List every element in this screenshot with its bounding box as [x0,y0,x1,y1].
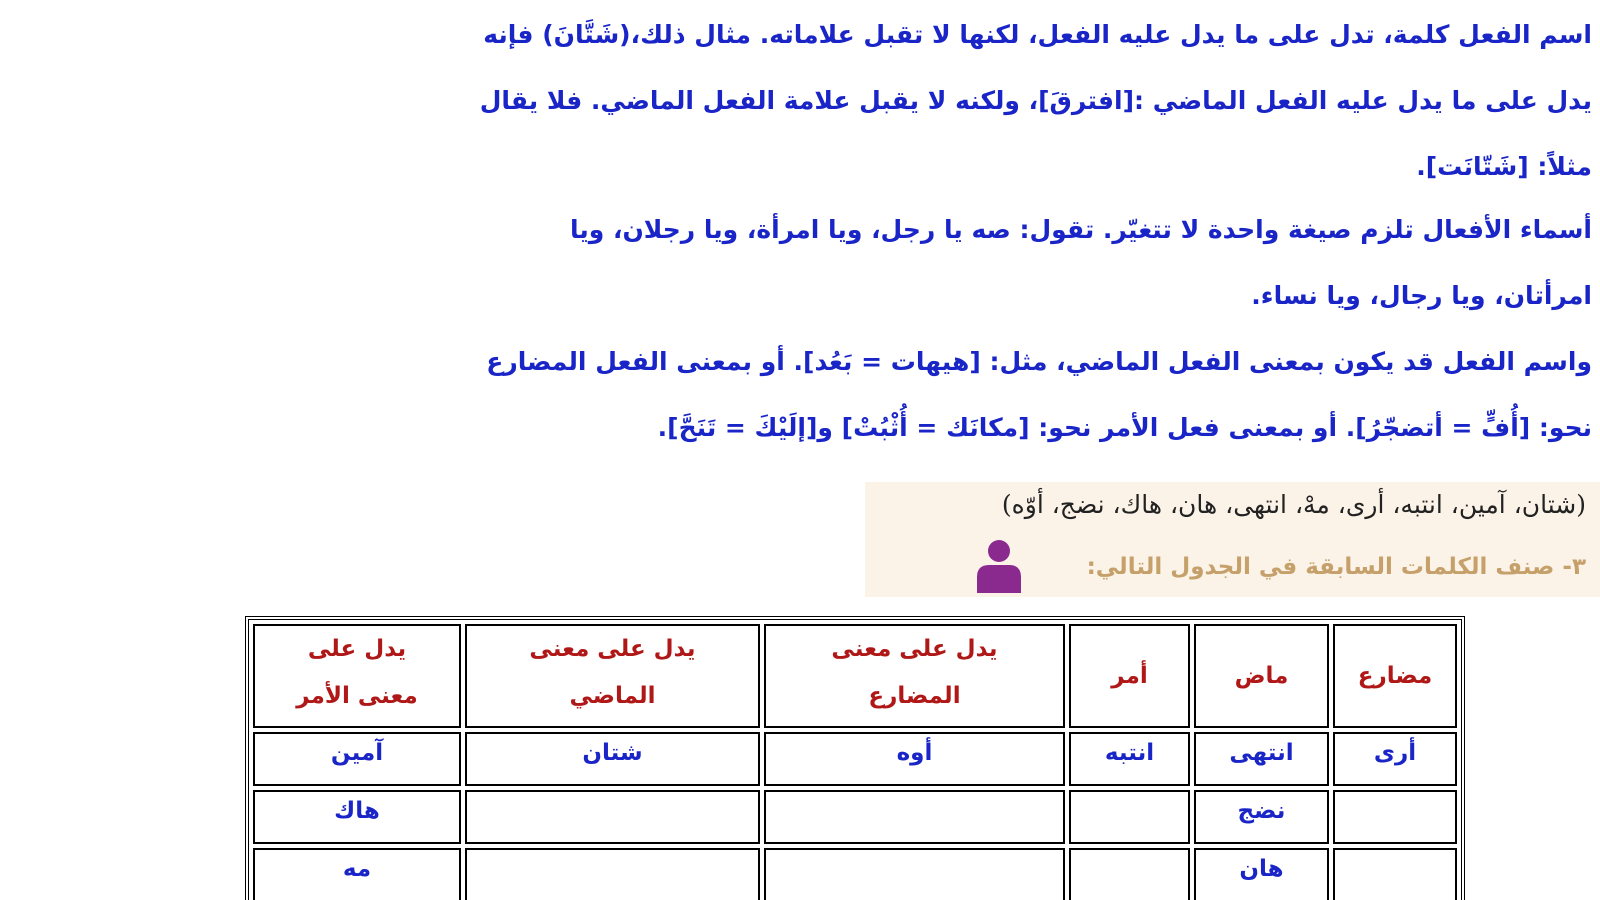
header-label: الماضي [569,683,656,709]
header-past-meaning [465,624,760,728]
table-cell [764,790,1065,844]
header-label: ماض [1234,662,1289,689]
table-cell [465,790,760,844]
header-label: المضارع [868,683,961,709]
header-past [1194,624,1329,728]
table-cell [1333,848,1457,900]
exercise-box [865,482,1600,597]
table-cell: انتهى [1194,732,1329,786]
table-cell: انتبه [1069,732,1190,786]
paragraph-line: امرأتان، ويا رجال، ويا نساء. [1251,281,1592,310]
header-label: معنى الأمر [296,683,418,709]
classification-table-wrapper [245,616,1465,900]
table-header-row [253,624,1457,728]
paragraph-definition [480,2,1592,200]
header-label: يدل على معنى [529,636,696,662]
header-imperative-meaning [253,624,461,728]
table-cell: آمين [253,732,461,786]
table-cell: هاك [253,790,461,844]
table-cell: نضج [1194,790,1329,844]
table-cell [1069,848,1190,900]
table-cell: مه [253,848,461,900]
header-present [1333,624,1457,728]
paragraph-line: اسم الفعل كلمة، تدل على ما يدل عليه الفعل، لكنها لا تقبل علاماته. مثال ذلك،(شَتَّانَ) فإنه [483,20,1592,49]
table-cell: شتان [465,732,760,786]
paragraph-line: مثلاً: [شَتّانَت]. [1416,152,1592,181]
table-row [253,848,1457,900]
table-cell: هان [1194,848,1329,900]
header-label: يدل على [307,636,407,662]
header-label: مضارع [1357,662,1433,689]
paragraph-line: أسماء الأفعال تلزم صيغة واحدة لا تتغيّر. تقول: صه يا رجل، ويا امرأة، ويا رجلان، ويا [569,215,1592,244]
table-row [253,732,1457,786]
table-cell: أرى [1333,732,1457,786]
header-imperative [1069,624,1190,728]
header-label: أمر [1111,662,1148,689]
table-cell [1333,790,1457,844]
exercise-instruction: ٣- صنف الكلمات السابقة في الجدول التالي: [1086,554,1586,580]
paragraph-line: يدل على ما يدل عليه الفعل الماضي :[افترقَ]، ولكنه لا يقبل علامة الفعل الماضي. فلا يقال [479,86,1592,115]
paragraph-fixed-form [570,197,1592,329]
person-icon [975,539,1023,593]
paragraph-meanings [486,329,1592,461]
table-row [253,790,1457,844]
table-cell [1069,790,1190,844]
classification-table [245,616,1465,900]
word-list: (شتان، آمين، انتبه، أرى، مهْ، انتهى، هان، هاك، نضج، أوّه) [1001,490,1586,519]
table-cell: أوه [764,732,1065,786]
table-cell [465,848,760,900]
table-cell [764,848,1065,900]
paragraph-line: نحو: [أُفٍّ = أتضجّرُ]. أو بمعنى فعل الأمر نحو: [مكانَك = أُثْبُتْ] و[إلَيْكَ = تَنَحَّ]. [657,413,1592,442]
header-present-meaning [764,624,1065,728]
header-label: يدل على معنى [831,636,998,662]
paragraph-line: واسم الفعل قد يكون بمعنى الفعل الماضي، مثل: [هيهات = بَعُد]. أو بمعنى الفعل المضارع [486,347,1592,376]
